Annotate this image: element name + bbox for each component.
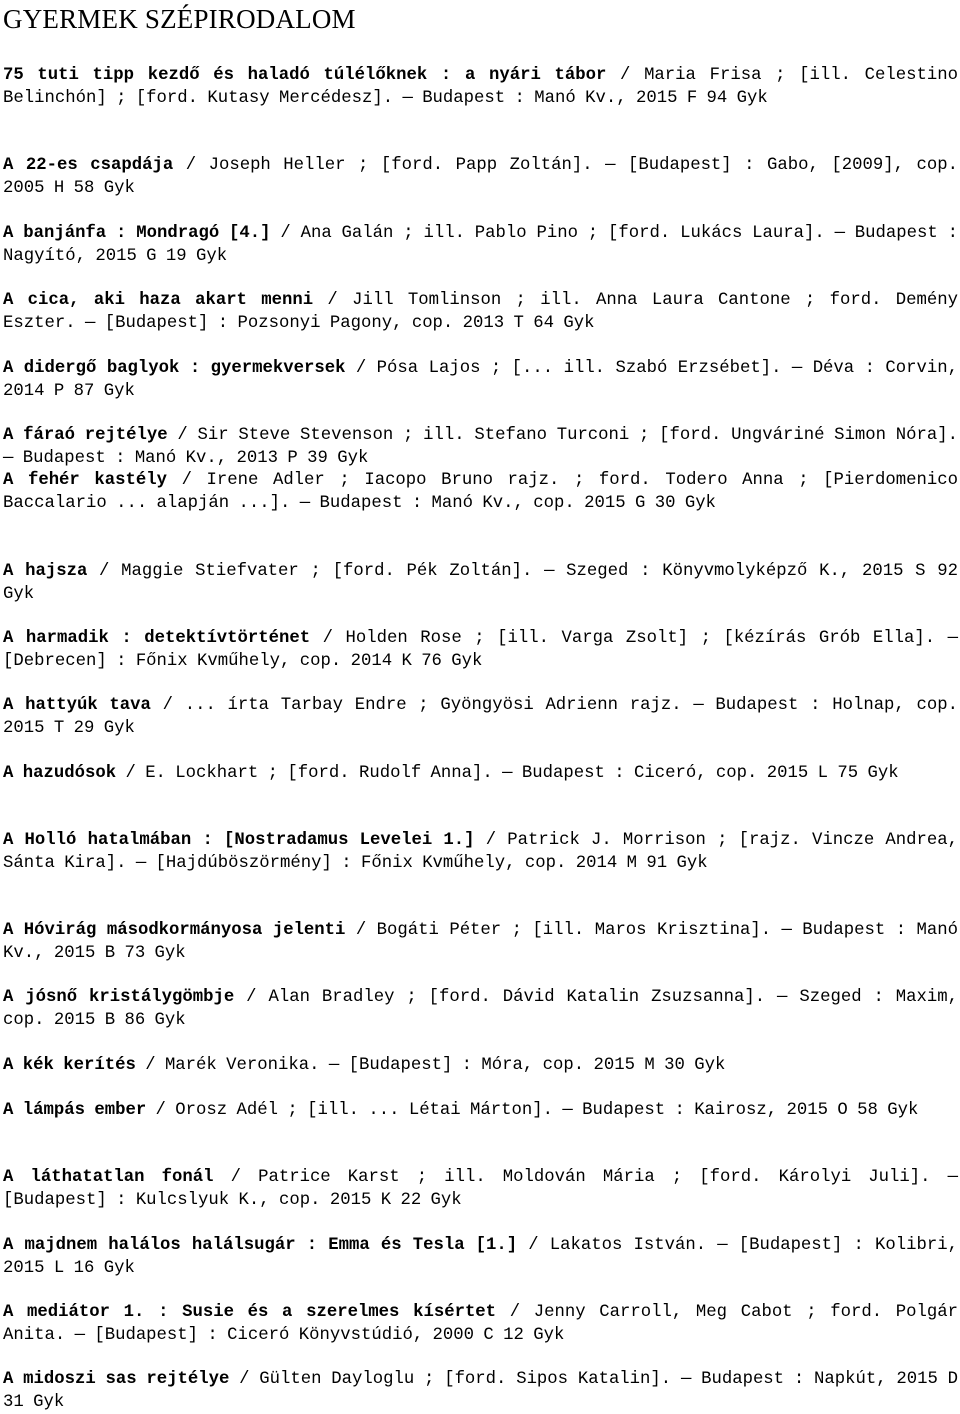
entry-details: / Joseph Heller ; [ford. Papp Zoltán]. — [Budapest] : Gabo, [2009], cop. 2005 H 58 Gyk <box>3 156 958 198</box>
entry-title: A hajsza <box>3 562 88 581</box>
list-item <box>3 424 958 470</box>
entry-details: / Patrice Karst ; ill. Moldován Mária ; [ford. Károlyi Juli]. — [Budapest] : Kulcslyuk K., cop. 2015 K 22 Gyk <box>3 1168 958 1210</box>
entry-details: / ... írta Tarbay Endre ; Gyöngyösi Adrienn rajz. — Budapest : Holnap, cop. 2015 T 29 Gyk <box>3 696 959 738</box>
entry-title: A harmadik : detektívtörténet <box>3 629 311 648</box>
entry-title: A mediátor 1. : Susie és a szerelmes kísértet <box>3 1303 497 1322</box>
entry-details: / Orosz Adél ; [ill. ... Létai Márton]. — Budapest : Kairosz, 2015 O 58 Gyk <box>146 1101 919 1120</box>
entry-title: A jósnő kristálygömbje <box>3 988 235 1007</box>
entry-details: / Pósa Lajos ; [... ill. Szabó Erzsébet]. — Déva : Corvin, 2014 P 87 Gyk <box>3 359 958 401</box>
entry-title: A majdnem halálos halálsugár : Emma és Tesla [1.] <box>3 1236 518 1255</box>
entry-title: A Holló hatalmában : [Nostradamus Levelei 1.] <box>3 831 475 850</box>
list-item <box>3 1301 958 1347</box>
entry-details: / Jill Tomlinson ; ill. Anna Laura Cantone ; ford. Demény Eszter. — [Budapest] : Pozsonyi Pagony, cop. 2013 T 64 Gyk <box>3 291 958 333</box>
entry-title: A fáraó rejtélye <box>3 426 168 445</box>
entry-title: A hazudósok <box>3 764 117 783</box>
list-item <box>3 154 958 200</box>
list-item <box>3 829 958 875</box>
entry-title: 75 tuti tipp kezdő és haladó túlélőknek : a nyári tábor <box>3 66 607 85</box>
entry-details: / Irene Adler ; Iacopo Bruno rajz. ; ford. Todero Anna ; [Pierdomenico Baccalario ... alapján ...]. — Budapest : Manó Kv., cop. 2015 G 30 Gyk <box>3 471 958 513</box>
list-item <box>3 560 958 606</box>
list-item <box>3 357 958 403</box>
entry-title: A hattyúk tava <box>3 696 151 715</box>
entry-title: A 22-es csapdája <box>3 156 174 175</box>
list-item <box>3 762 958 785</box>
list-item <box>3 1234 958 1280</box>
list-item <box>3 289 958 335</box>
list-item <box>3 919 958 965</box>
entry-details: / Lakatos István. — [Budapest] : Kolibri, 2015 L 16 Gyk <box>3 1236 958 1278</box>
entry-title: A cica, aki haza akart menni <box>3 291 314 310</box>
list-item <box>3 64 958 110</box>
list-item <box>3 469 958 515</box>
entry-details: / E. Lockhart ; [ford. Rudolf Anna]. — Budapest : Ciceró, cop. 2015 L 75 Gyk <box>116 764 899 783</box>
list-item <box>3 222 958 268</box>
entry-title: A didergő baglyok : gyermekversek <box>3 359 346 378</box>
list-item <box>3 694 958 740</box>
list-item <box>3 627 958 673</box>
list-item <box>3 1054 958 1077</box>
entry-details: / Alan Bradley ; [ford. Dávid Katalin Zsuzsanna]. — Szeged : Maxim, cop. 2015 B 86 Gyk <box>3 988 958 1030</box>
entry-details: / Marék Veronika. — [Budapest] : Móra, cop. 2015 M 30 Gyk <box>135 1056 726 1075</box>
entry-details: / Gülten Dayloglu ; [ford. Sipos Katalin]. — Budapest : Napkút, 2015 D 31 Gyk <box>3 1370 958 1412</box>
entry-title: A Hóvirág másodkormányosa jelenti <box>3 921 346 940</box>
entry-title: A láthatatlan fonál <box>3 1168 214 1187</box>
list-item <box>3 1099 958 1122</box>
entry-details: / Bogáti Péter ; [ill. Maros Krisztina]. — Budapest : Manó Kv., 2015 B 73 Gyk <box>3 921 958 963</box>
page-title: GYERMEK SZÉPIRODALOM <box>3 4 356 34</box>
entry-details: / Holden Rose ; [ill. Varga Zsolt] ; [kézírás Grób Ella]. — [Debrecen] : Főnix Kvműhely, cop. 2014 K 76 Gyk <box>3 629 958 671</box>
entry-title: A kék kerítés <box>3 1056 136 1075</box>
list-item <box>3 1166 958 1212</box>
list-item <box>3 986 958 1032</box>
entry-details: / Patrick J. Morrison ; [rajz. Vincze Andrea, Sánta Kira]. — [Hajdúböszörmény] : Főnix Kvműhely, cop. 2014 M 91 Gyk <box>3 831 959 873</box>
entry-title: A banjánfa : Mondragó [4.] <box>3 224 271 243</box>
entry-title: A midoszi sas rejtélye <box>3 1370 230 1389</box>
list-item <box>3 1368 958 1414</box>
entry-details: / Maggie Stiefvater ; [ford. Pék Zoltán]. — Szeged : Könyvmolyképző K., 2015 S 92 Gyk <box>3 562 958 604</box>
entry-details: / Ana Galán ; ill. Pablo Pino ; [ford. Lukács Laura]. — Budapest : Nagyító, 2015 G 19 Gyk <box>3 224 958 266</box>
entry-title: A lámpás ember <box>3 1101 147 1120</box>
entry-details: / Maria Frisa ; [ill. Celestino Belinchón] ; [ford. Kutasy Mercédesz]. — Budapest : Manó Kv., 2015 F 94 Gyk <box>3 66 959 108</box>
entry-details: / Sir Steve Stevenson ; ill. Stefano Turconi ; [ford. Ungváriné Simon Nóra]. — Budapest : Manó Kv., 2013 P 39 Gyk <box>3 426 958 468</box>
entry-title: A fehér kastély <box>3 471 167 490</box>
entry-details: / Jenny Carroll, Meg Cabot ; ford. Polgár Anita. — [Budapest] : Ciceró Könyvstúdió, 2000 C 12 Gyk <box>3 1303 959 1345</box>
